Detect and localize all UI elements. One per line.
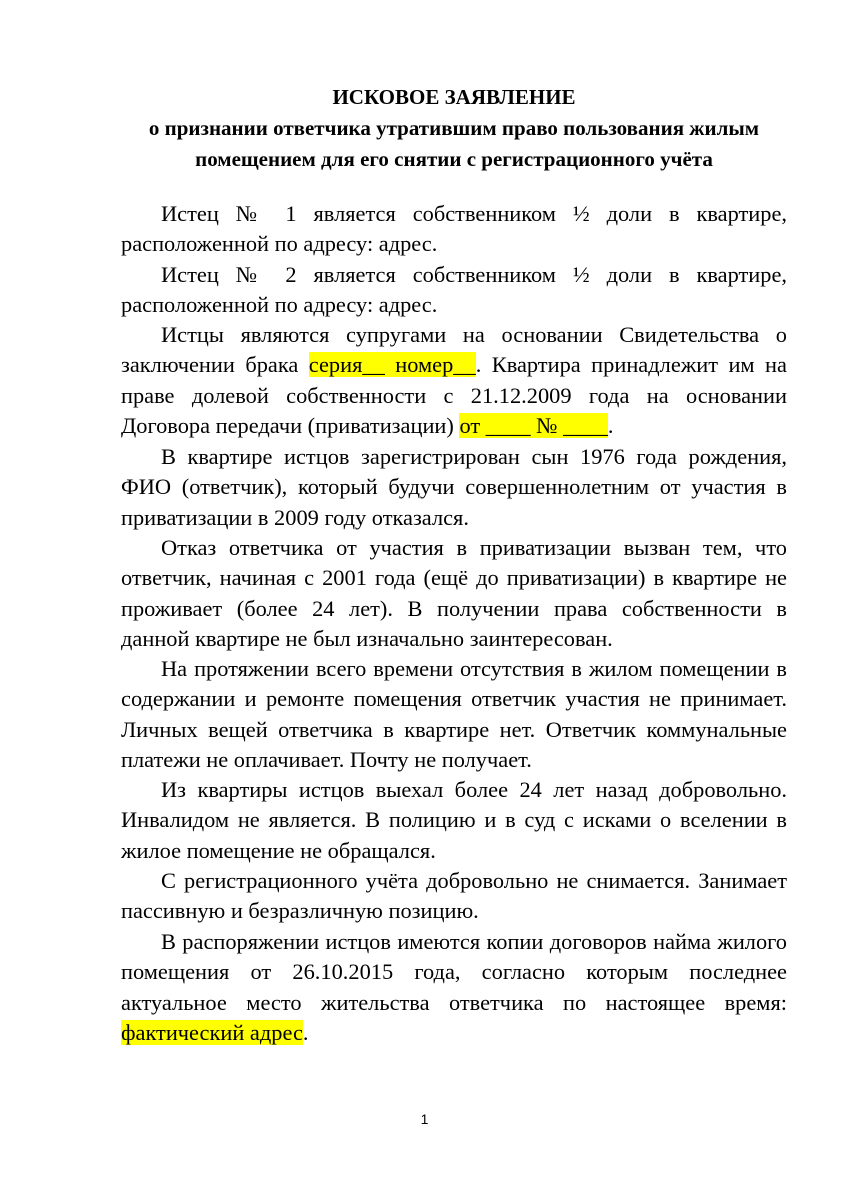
paragraph-text: Истец № 1 является собственником ½ доли в квартире, расположенной по адресу: адрес. [121,201,787,257]
paragraph-text: . Квартира принадлежит им на праве долевой собственности с 21.12.2009 года на основании Договора передачи (приватизации) [121,352,787,438]
highlight-certificate-number: серия__ номер__ [308,352,476,378]
document-title: ИСКОВОЕ ЗАЯВЛЕНИЕ [332,85,576,109]
paragraph-text: . [607,412,614,438]
paragraph-text: Отказ ответчика от участия в приватизации вызван тем, что ответчик, начиная с 2001 года (ещё до приватизации) в квартире не проживает (более 24 лет). В получении права собственности в данной квартире не был изначально заинтересован. [121,535,787,651]
paragraph-text: Из квартиры истцов выехал более 24 лет назад добровольно. Инвалидом не является. В полицию и в суд с исками о вселении в жилое помещение не обращался. [121,777,787,863]
paragraph-moved-out [121,775,787,866]
paragraph-text: Истец № 2 является собственником ½ доли в квартире, расположенной по адресу: адрес. [121,262,787,318]
document-subtitle-line-2: помещением для его снятии с регистрационного учёта [195,147,713,171]
paragraph-text: . [302,1019,309,1045]
paragraph-plaintiff-1 [121,199,787,260]
paragraph-absence [121,654,787,775]
paragraph-refusal [121,533,787,654]
document-title-block [100,82,808,175]
paragraph-text: С регистрационного учёта добровольно не снимается. Занимает пассивную и безразличную позицию. [121,868,787,924]
highlight-actual-address: фактический адрес [121,1019,303,1045]
page-number: 1 [420,1111,429,1127]
paragraph-marriage [121,320,787,441]
paragraph-plaintiff-2 [121,260,787,321]
paragraph-registration [121,866,787,927]
paragraph-son-registered [121,442,787,533]
document-subtitle-line-1: о признании ответчика утратившим право пользования жилым [148,116,760,140]
paragraph-text: В квартире истцов зарегистрирован сын 1976 года рождения, ФИО (ответчик), который будучи совершеннолетним от участия в приватизации в 2009 году отказался. [121,444,787,530]
paragraph-text: Истцы являются супругами на основании Свидетельства о заключении брака [121,322,787,378]
paragraph-text: В распоряжении истцов имеются копии договоров найма жилого помещения от 26.10.2015 года, согласно которым последнее актуальное место жительства ответчика по настоящее время: [121,929,787,1015]
paragraph-text: На протяжении всего времени отсутствия в жилом помещении в содержании и ремонте помещения ответчик участия не принимает. Личных вещей ответчика в квартире нет. Ответчик коммунальные платежи не оплачивает. Почту не получает. [121,656,787,772]
paragraph-lease-contracts [121,927,787,1048]
highlight-contract-number: от ____ № ____ [459,412,608,438]
